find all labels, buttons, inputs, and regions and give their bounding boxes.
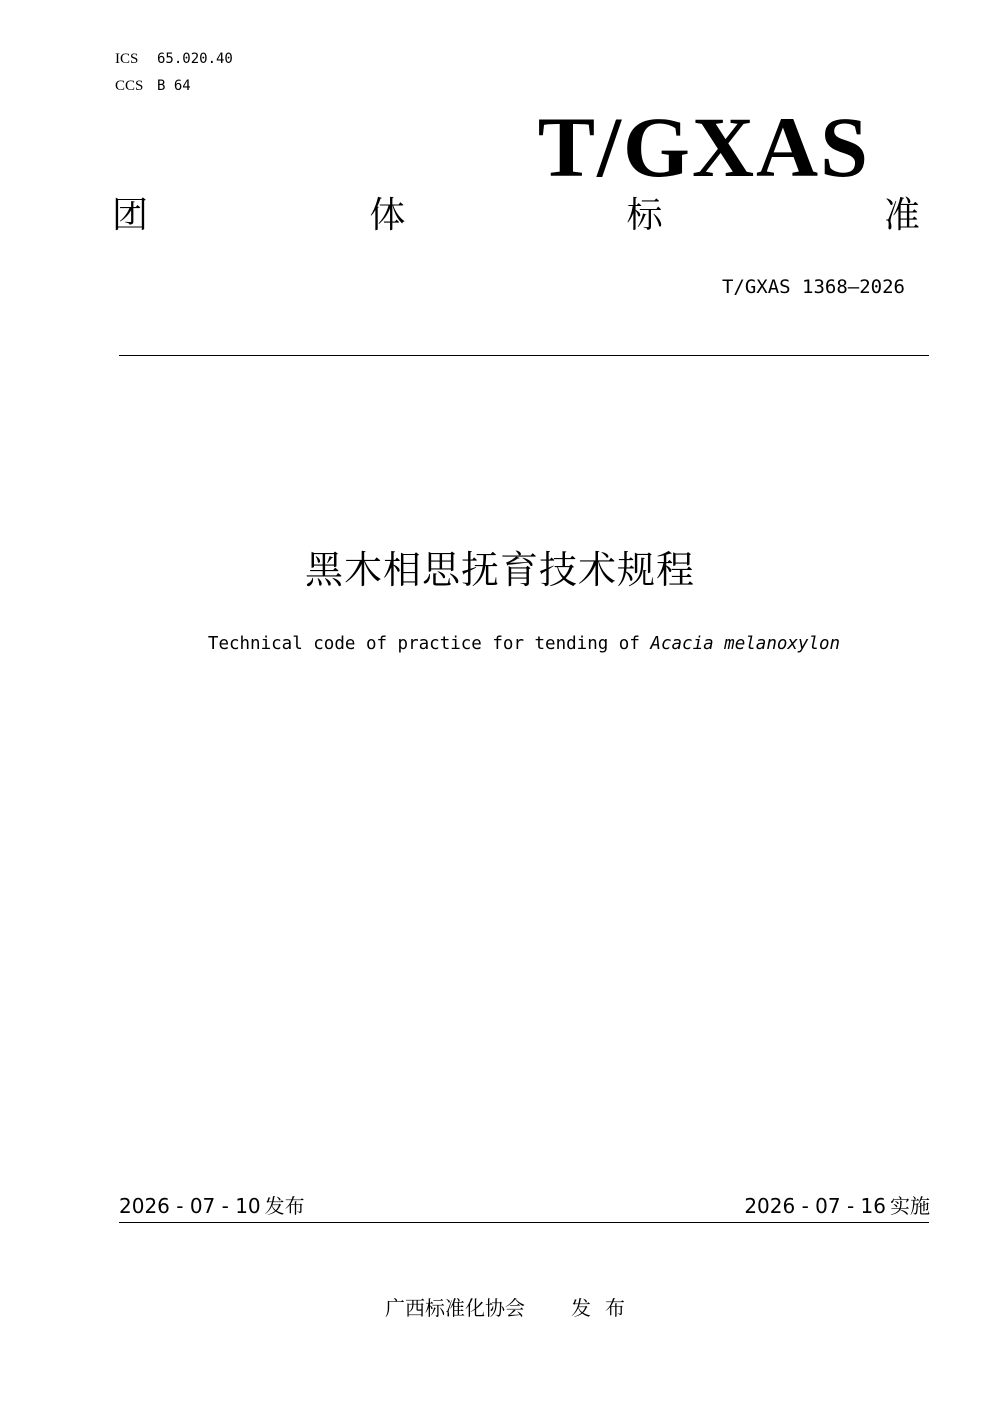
standard-brand: T/GXAS <box>537 99 870 195</box>
ccs-label: CCS <box>115 78 144 94</box>
species-name: Acacia melanoxylon <box>650 634 841 654</box>
implement-label: 实施 <box>890 1194 930 1218</box>
title-english-text: Technical code of practice for tending of <box>207 634 651 654</box>
ics-label: ICS <box>115 51 139 67</box>
title-chinese: 黑木相思抚育技术规程 <box>304 548 695 592</box>
ccs-code: B 64 <box>157 78 191 94</box>
implement-date <box>744 1192 930 1220</box>
ics-code: 65.020.40 <box>157 51 233 67</box>
title-english <box>0 632 1000 656</box>
publisher-name: 广西标准化协会 <box>385 1296 525 1320</box>
standard-type-char: 标 <box>626 195 663 236</box>
publish-date <box>119 1192 305 1220</box>
standard-number: T/GXAS 1368—2026 <box>721 276 905 298</box>
standard-type-char: 准 <box>883 195 920 236</box>
publisher-action: 发布 <box>571 1296 639 1320</box>
publish-label: 发布 <box>264 1194 305 1218</box>
ics-line <box>115 49 233 68</box>
footer-divider <box>119 1222 929 1223</box>
standard-type-char: 团 <box>112 195 149 236</box>
publish-date-value: 2026 - 07 - 10 <box>119 1194 261 1218</box>
ccs-line <box>115 76 191 95</box>
publisher <box>0 1294 1000 1322</box>
standard-type-char: 体 <box>369 195 406 236</box>
implement-date-value: 2026 - 07 - 16 <box>744 1194 886 1218</box>
standard-type <box>112 192 920 240</box>
header-divider <box>119 355 929 356</box>
